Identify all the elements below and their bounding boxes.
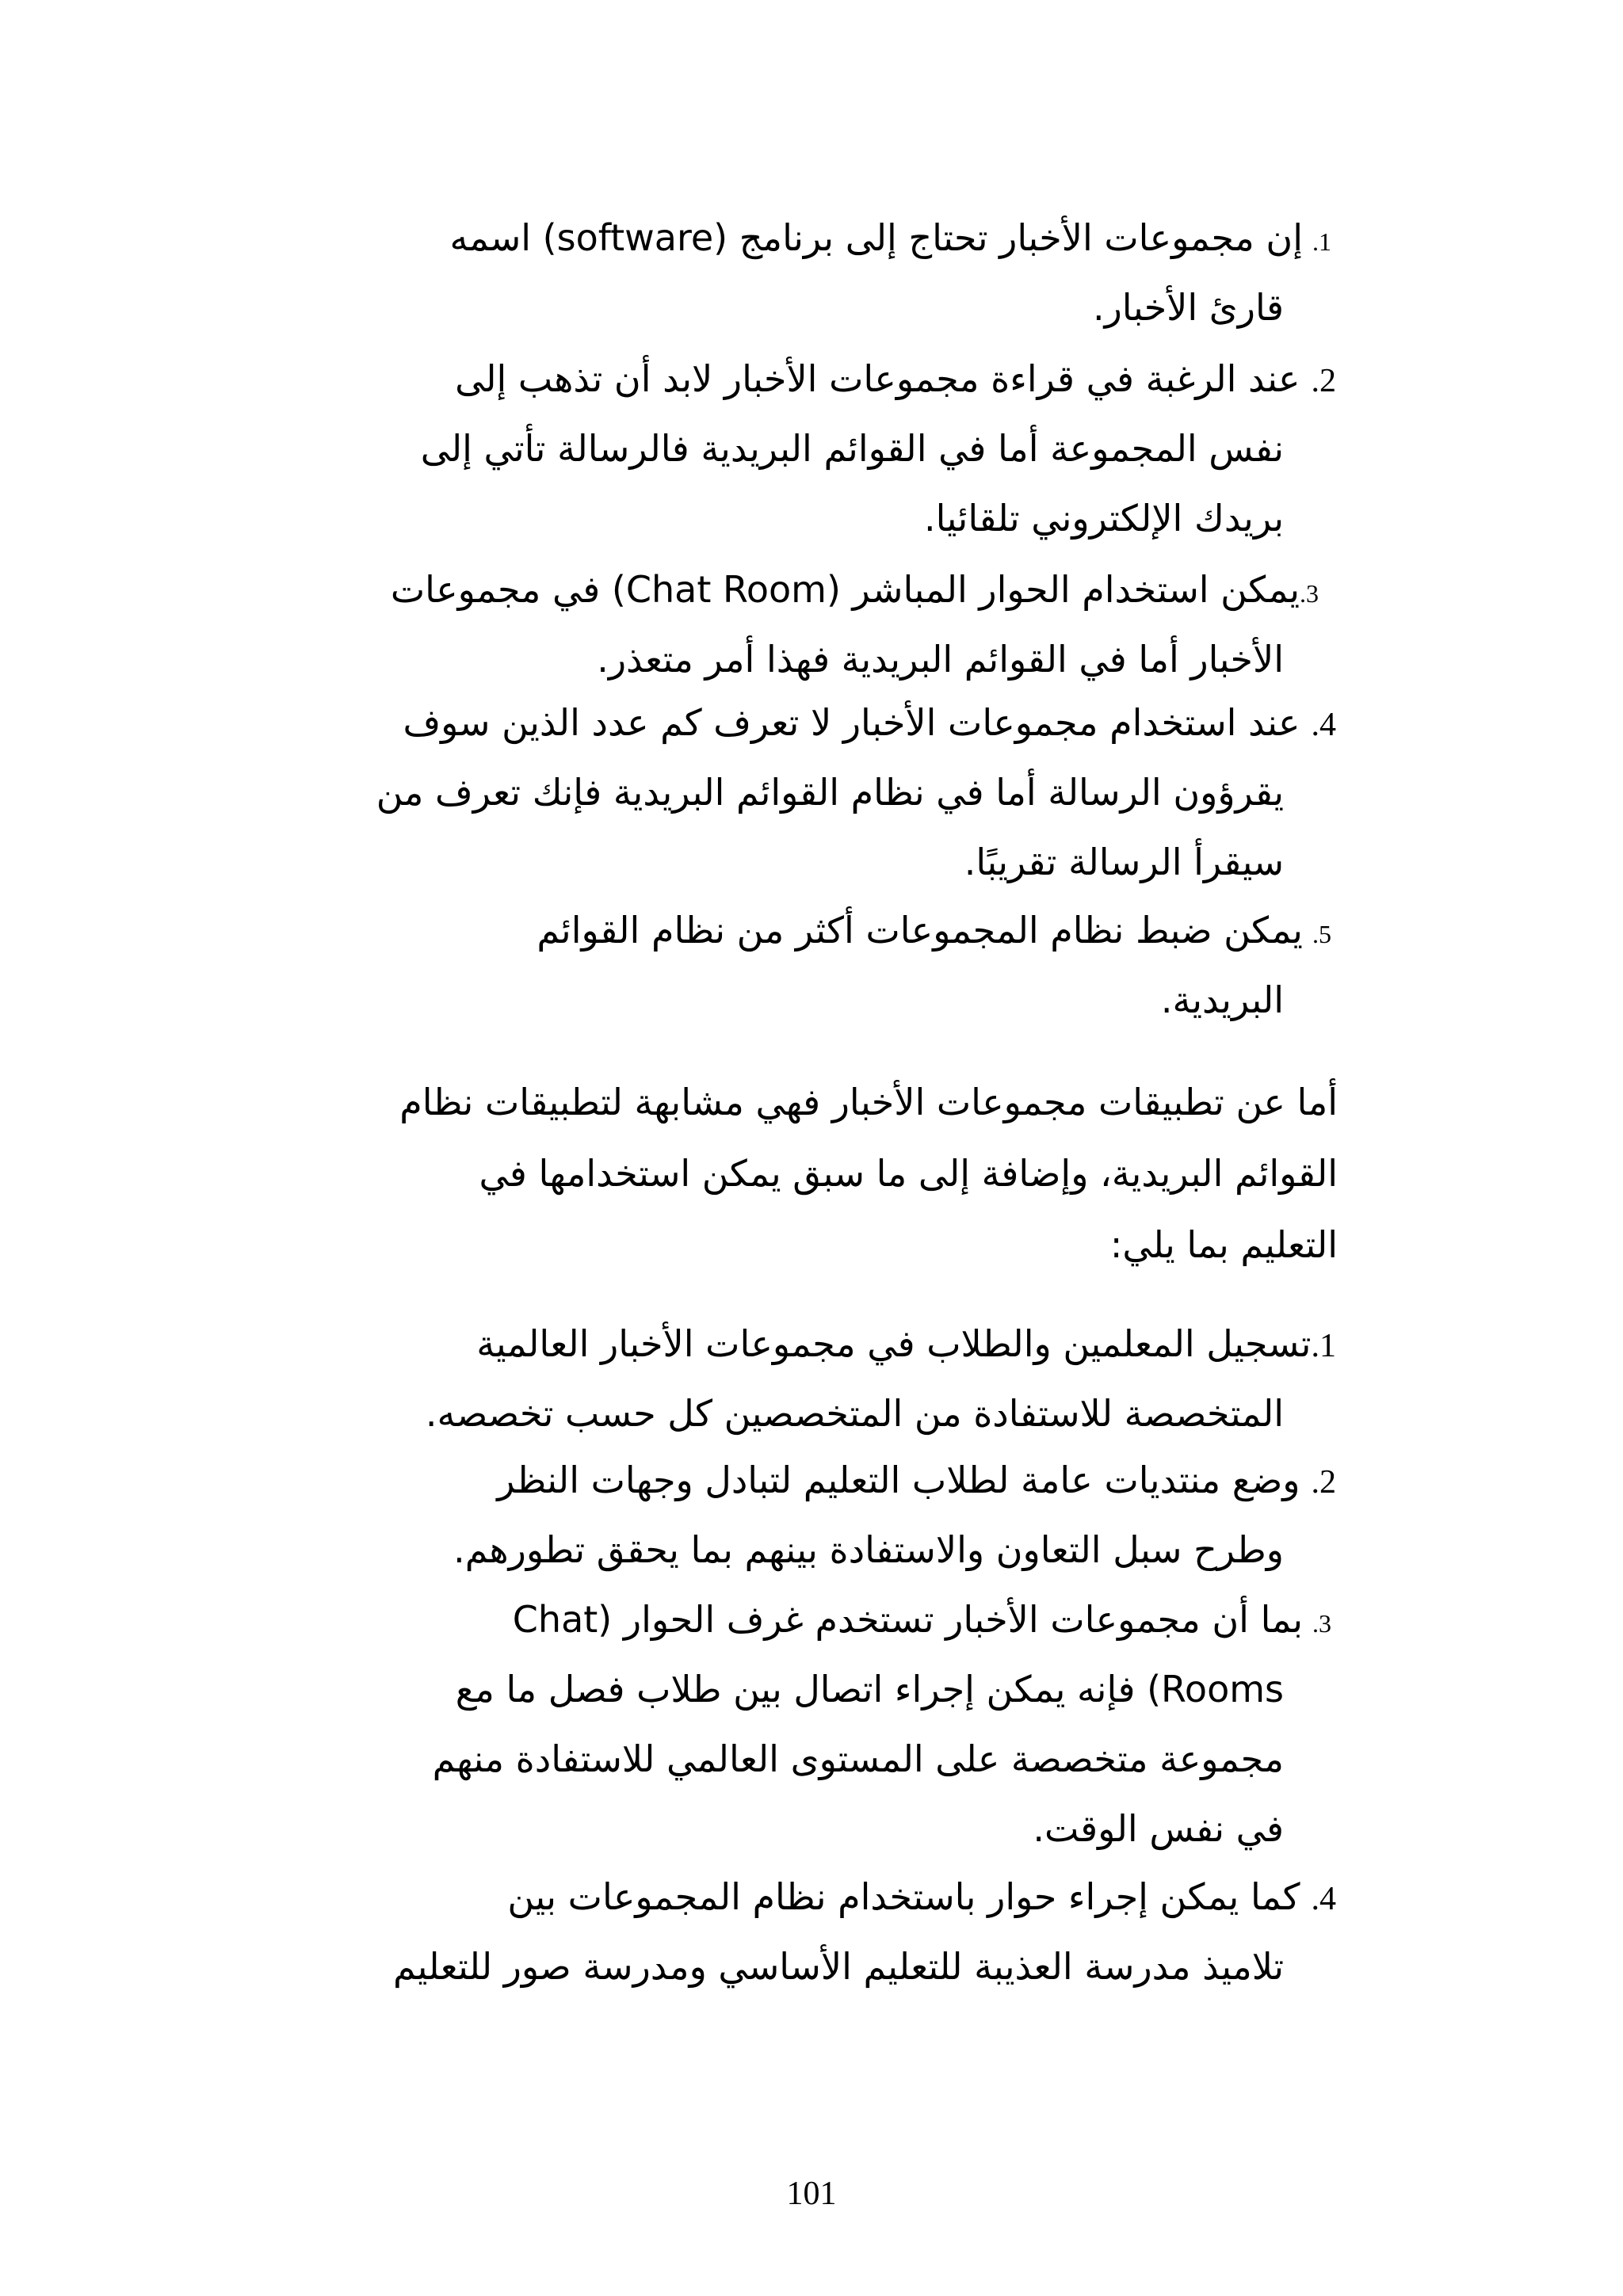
list1-item-1-text-1: إن مجموعات الأخبار تحتاج إلى برنامج (software) اسمه [449,216,1303,259]
page-number: 101 [786,2176,837,2212]
list2-item-1-line-2: المتخصصة للاستفادة من المتخصصين كل حسب تخصصه. [425,1392,1284,1435]
list1-item-3-cont [597,624,1284,694]
list1-item-2-line-2: نفس المجموعة أما في القوائم البريدية فالرسالة تأتي إلى [420,427,1284,470]
list2-item-3-line-2: Rooms) فإنه يمكن إجراء اتصال بين طلاب فصل ما مع [455,1668,1284,1711]
list1-item-3-text-1: يمكن استخدام الحوار المباشر (Chat Room) في مجموعات [390,568,1300,611]
list1-item-4-line-3: سيقرأ الرسالة تقريبًا. [964,841,1284,883]
list2-item-1-line-1 [476,1309,1336,1379]
paragraph-line-1: أما عن تطبيقات مجموعات الأخبار فهي مشابهة لتطبيقات نظام [399,1081,1338,1123]
body-paragraph [399,1066,1338,1280]
list2-item-1 [476,1309,1336,1379]
list2-item-2 [497,1445,1336,1515]
list1-item-4-number: 4. [1311,707,1336,743]
list2-item-4-text-1: كما يمكن إجراء حوار باستخدام نظام المجموعات بين [507,1875,1300,1918]
list1-item-3-line-1 [391,555,1319,624]
list1-item-4-text-1: عند استخدام مجموعات الأخبار لا تعرف كم عدد الذين سوف [403,701,1300,744]
list1-item-3-line-2: الأخبار أما في القوائم البريدية فهذا أمر متعذر. [597,638,1284,681]
list2-item-3-cont [433,1654,1284,1863]
list2-item-4-line-1 [507,1862,1336,1932]
list2-item-1-number: 1. [1311,1328,1336,1364]
list2-item-3-line-4: في نفس الوقت. [1033,1807,1284,1850]
list1-item-4-line-2: يقرؤون الرسالة أما في نظام القوائم البريدية فإنك تعرف من [376,771,1284,814]
list1-item-1-line-1 [449,203,1331,273]
list1-item-1-cont [1093,273,1284,342]
list1-item-1-number: 1. [1312,227,1331,256]
list1-item-1-line-2: قارئ الأخبار. [1092,286,1284,329]
paragraph-line-2: القوائم البريدية، وإضافة إلى ما سبق يمكن استخدامها في [479,1152,1338,1195]
list2-item-3-number: 3. [1312,1609,1331,1638]
list2-item-2-line-1 [497,1445,1336,1515]
list1-item-5-number: 5. [1312,920,1331,948]
list1-item-2-number: 2. [1311,363,1336,399]
list2-item-2-line-2: وطرح سبل التعاون والاستفادة بينهم بما يحقق تطورهم. [453,1528,1284,1571]
list1-item-2-cont [421,414,1284,553]
list1-item-2-line-1 [455,344,1336,414]
list1-item-4-cont [376,757,1284,897]
list2-item-2-text-1: وضع منتديات عامة لطلاب التعليم لتبادل وجهات النظر [497,1459,1300,1501]
list1-item-5-text-1: يمكن ضبط نظام المجموعات أكثر من نظام القوائم [537,909,1303,952]
list1-item-2 [455,344,1336,414]
list1-item-5 [537,895,1331,965]
list1-item-4 [403,688,1336,757]
list2-item-4-cont [393,1932,1284,2001]
paragraph-line-3: التعليم بما يلي: [1109,1223,1338,1266]
list2-item-2-number: 2. [1311,1464,1336,1501]
list1-item-3 [391,555,1319,624]
list2-item-4-number: 4. [1311,1881,1336,1917]
list2-item-1-text-1: تسجيل المعلمين والطلاب في مجموعات الأخبار العالمية [476,1322,1312,1365]
list2-item-4-line-2: تلاميذ مدرسة العذيبة للتعليم الأساسي ومدرسة صور للتعليم [393,1945,1284,1988]
list1-item-4-line-1 [403,688,1336,757]
list2-item-2-cont [453,1515,1284,1585]
list2-item-3-line-1 [513,1585,1331,1654]
list2-item-3-text-1: بما أن مجموعات الأخبار تستخدم غرف الحوار (Chat [512,1598,1303,1641]
list2-item-1-cont [426,1379,1284,1448]
list2-item-4 [507,1862,1336,1932]
list2-item-3 [513,1585,1331,1654]
list2-item-3-line-3: مجموعة متخصصة على المستوى العالمي للاستفادة منهم [432,1737,1284,1780]
list1-item-5-line-2: البريدية. [1160,978,1284,1021]
list1-item-2-text-1: عند الرغبة في قراءة مجموعات الأخبار لابد أن تذهب إلى [455,357,1300,400]
list1-item-5-line-1 [537,895,1331,965]
list1-item-2-line-3: بريدك الإلكتروني تلقائيا. [924,497,1284,540]
list1-item-1 [449,203,1331,273]
list1-item-3-number: 3. [1300,579,1319,608]
list1-item-5-cont [1161,965,1284,1035]
